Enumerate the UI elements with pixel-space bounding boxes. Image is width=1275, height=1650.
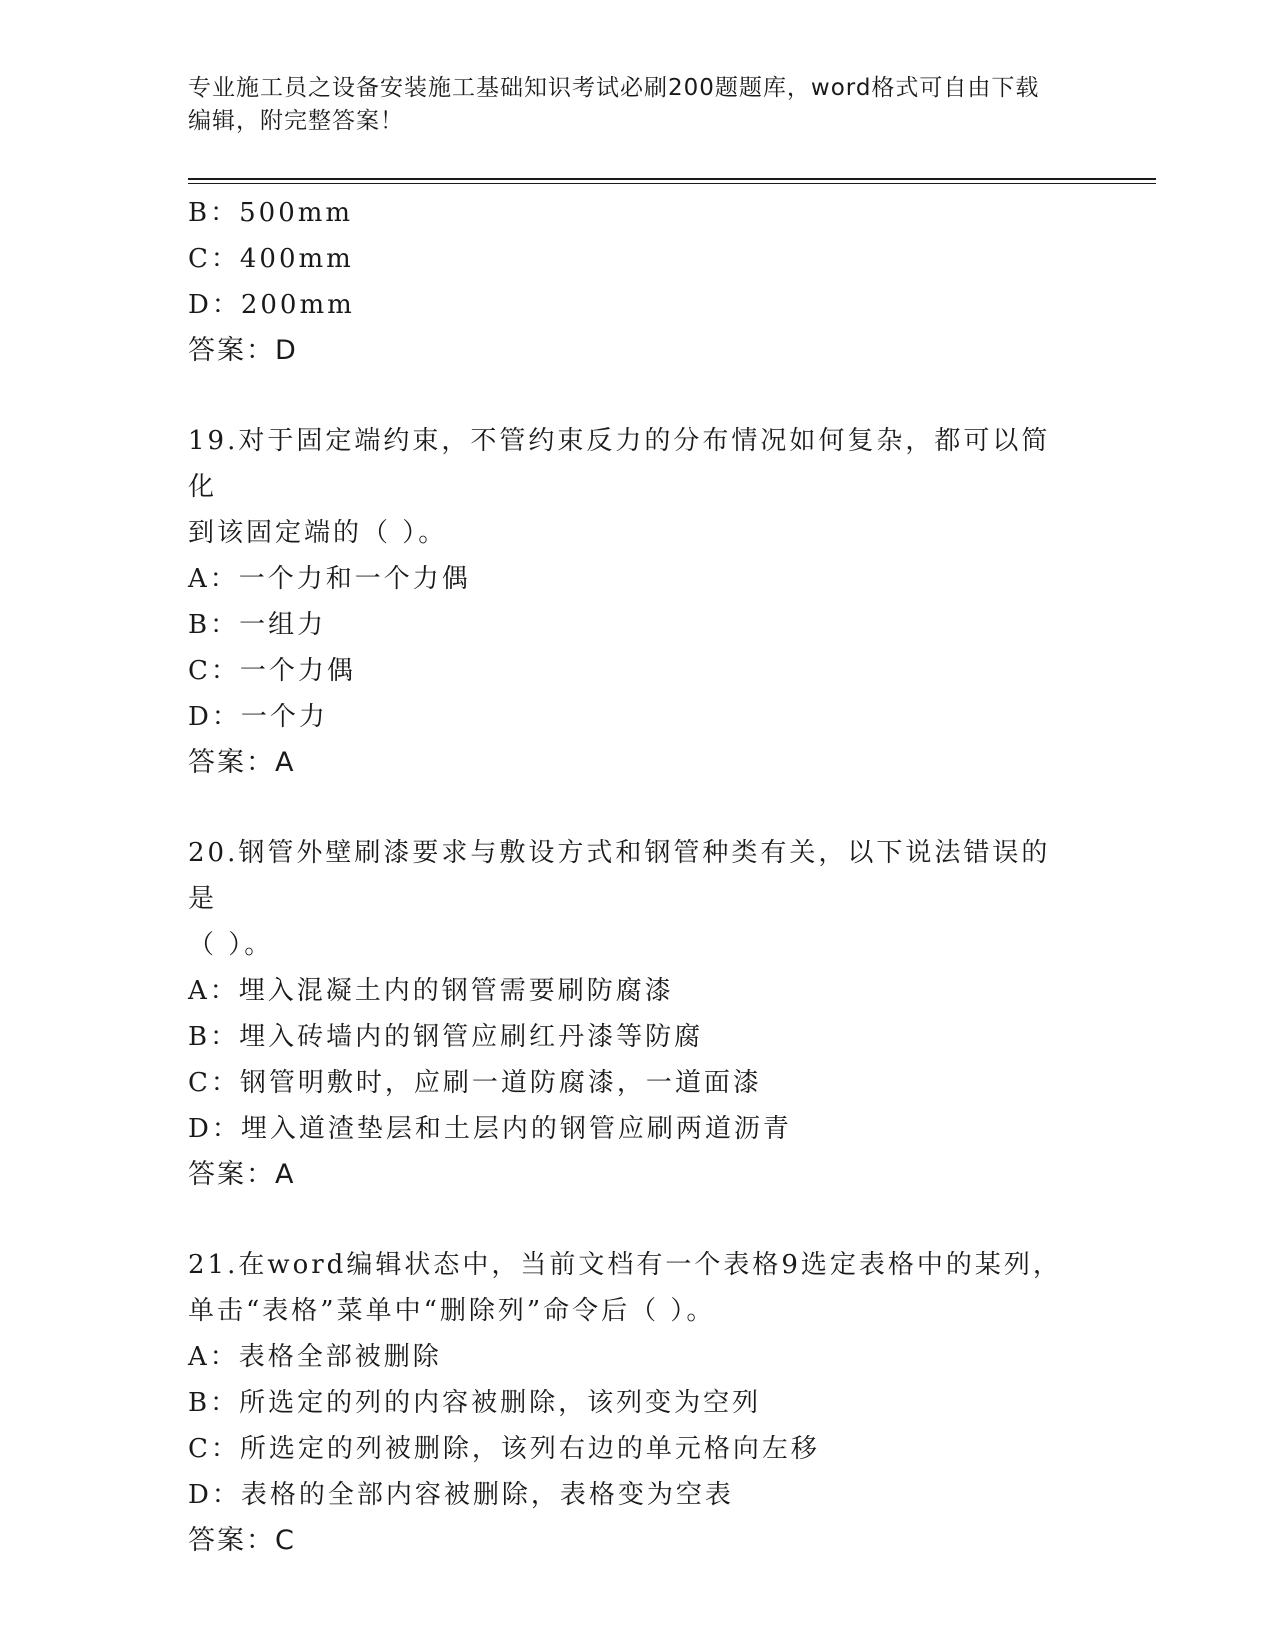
document-header — [188, 72, 1068, 138]
answer-line: 答案：D — [188, 335, 298, 366]
option-b: B：所选定的列的内容被删除，该列变为空列 — [188, 1388, 762, 1418]
question-text-line-2: （ ）。 — [188, 930, 274, 960]
header-rule-thin — [188, 183, 1156, 184]
option-a: A：表格全部被删除 — [188, 1342, 442, 1372]
answer-line: 答案：A — [188, 747, 296, 778]
option-b: B：埋入砖墙内的钢管应刷红丹漆等防腐 — [188, 1022, 704, 1052]
option-c: C：400mm — [188, 244, 354, 274]
option-d: D：200mm — [188, 290, 355, 320]
question-text-line-1: 20.钢管外壁刷漆要求与敷设方式和钢管种类有关，以下说法错误的是 — [188, 838, 1051, 914]
option-a: A：埋入混凝土内的钢管需要刷防腐漆 — [188, 976, 674, 1006]
header-title-line-1: 专业施工员之设备安装施工基础知识考试必刷200题题库，word格式可自由下载 — [188, 75, 1040, 101]
header-title-line-2: 编辑，附完整答案！ — [188, 108, 404, 134]
question-text-line-1: 21.在word编辑状态中，当前文档有一个表格9选定表格中的某列， — [188, 1250, 1062, 1280]
prev-question-block — [188, 190, 1088, 374]
option-c: C：钢管明敷时，应刷一道防腐漆，一道面漆 — [188, 1068, 762, 1098]
question-text-line-1: 19.对于固定端约束，不管约束反力的分布情况如何复杂，都可以简化 — [188, 426, 1051, 502]
option-b: B：一组力 — [188, 610, 327, 640]
question-text-line-2: 单击“表格”菜单中“删除列”命令后（ ）。 — [188, 1296, 716, 1326]
option-b: B：500mm — [188, 198, 354, 228]
option-c: C：一个力偶 — [188, 656, 356, 686]
answer-line: 答案：A — [188, 1159, 296, 1190]
question-20 — [188, 830, 1088, 1198]
option-d: D：埋入道渣垫层和土层内的钢管应刷两道沥青 — [188, 1114, 792, 1144]
option-d: D：表格的全部内容被删除，表格变为空表 — [188, 1480, 734, 1510]
answer-line: 答案：C — [188, 1525, 296, 1556]
question-content — [188, 190, 1088, 1564]
question-19 — [188, 418, 1088, 786]
option-c: C：所选定的列被删除，该列右边的单元格向左移 — [188, 1434, 820, 1464]
question-21 — [188, 1242, 1088, 1564]
option-a: A：一个力和一个力偶 — [188, 564, 471, 594]
header-rule-thick — [188, 178, 1156, 180]
option-d: D：一个力 — [188, 702, 328, 732]
question-text-line-2: 到该固定端的（ ）。 — [188, 518, 448, 548]
